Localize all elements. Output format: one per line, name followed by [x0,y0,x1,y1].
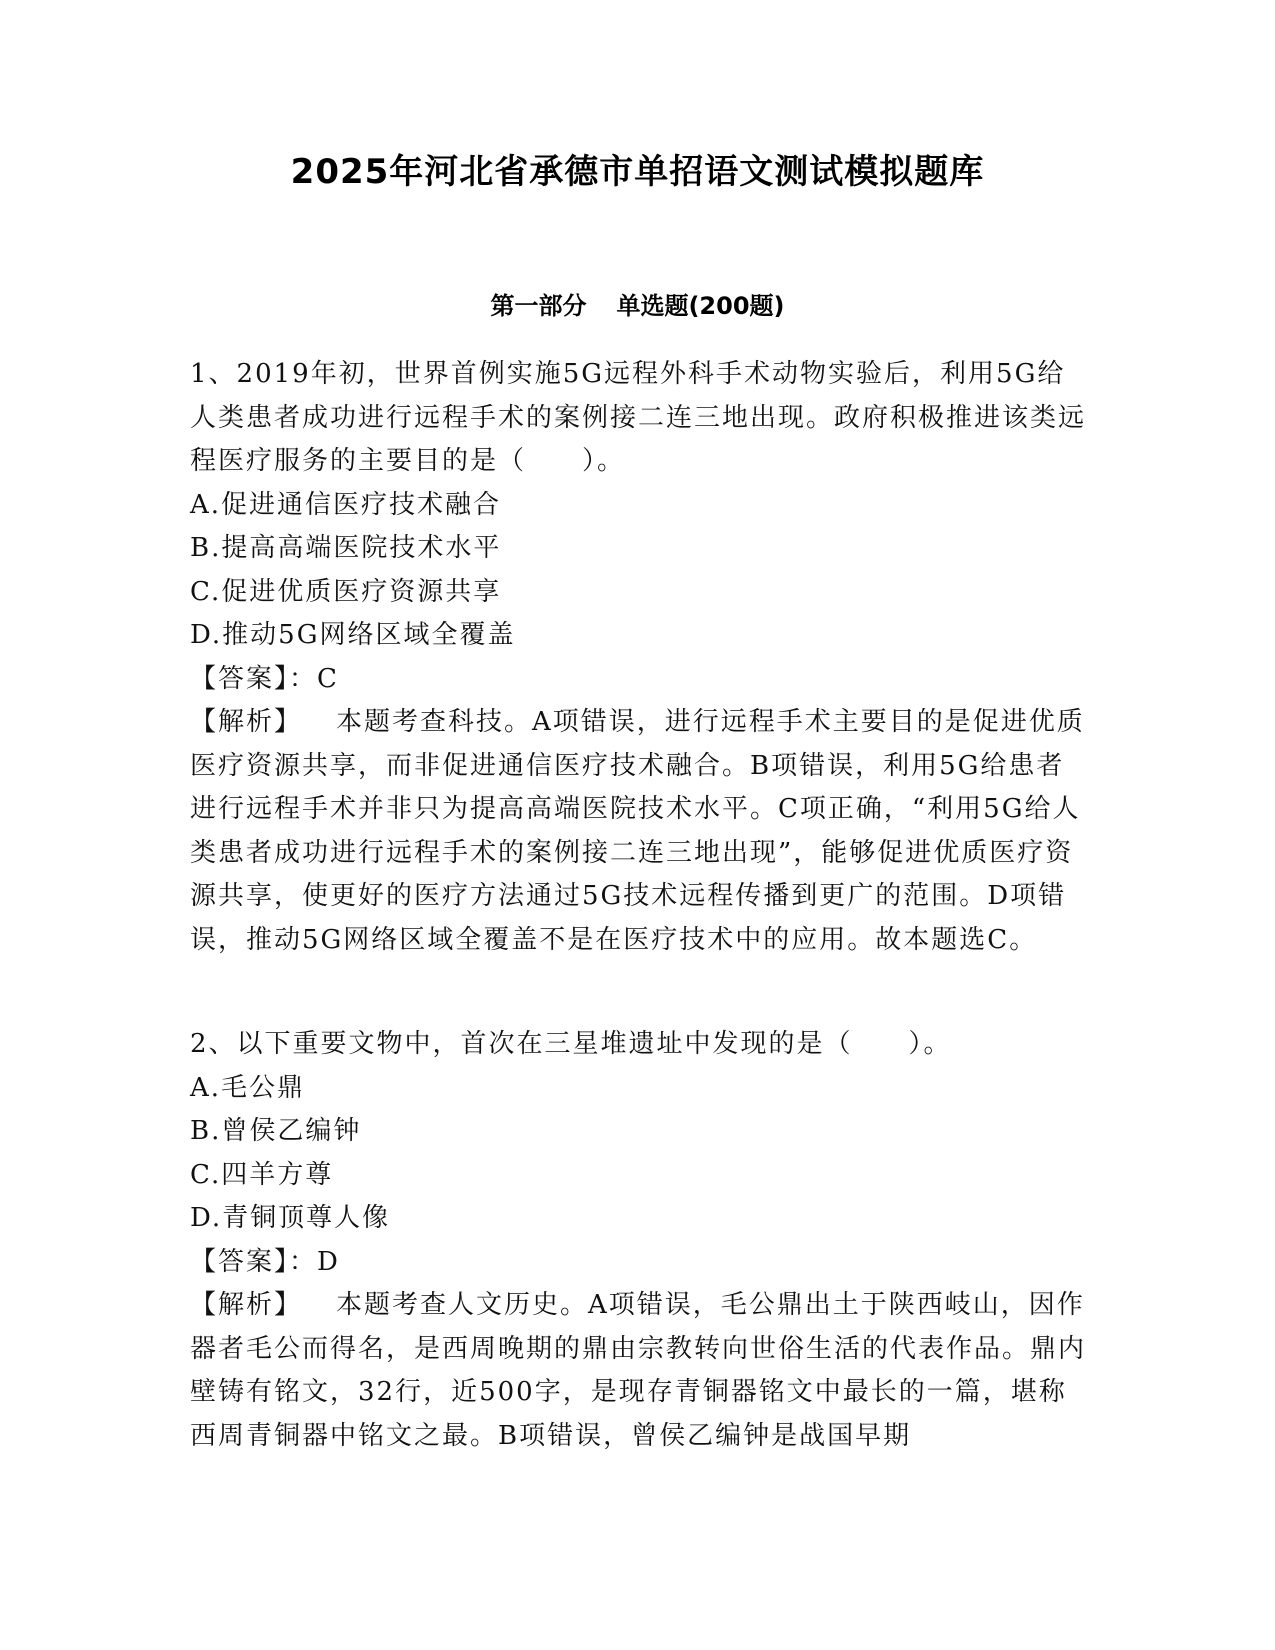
question-block [190,1023,1090,1458]
answer-value: D [317,1246,340,1277]
answer-label: 【答案】： [190,1246,318,1277]
analysis-text [190,1284,1090,1458]
answer-line [190,1241,1090,1285]
answer-label: 【答案】： [190,663,318,694]
analysis-body: 本题考查科技。A项错误，进行远程手术主要目的是促进优质医疗资源共享，而非促进通信医疗技术融合。B项错误，利用5G给患者进行远程手术并非只为提高高端医院技术水平。C项正确，“利用5G给人类患者成功进行远程手术的案例接二连三地出现”，能够促进优质医疗资源共享，使更好的医疗方法通过5G技术远程传播到更广的范围。D项错误，推动5G网络区域全覆盖不是在医疗技术中的应用。故本题选C。 [190,707,1085,955]
option-c: C.促进优质医疗资源共享 [190,576,502,607]
option-b: B.提高高端医院技术水平 [190,533,502,563]
question-block [190,353,1090,962]
question-stem: 2、以下重要文物中，首次在三星堆遗址中发现的是（ ）。 [190,1029,952,1059]
option-c: C.四羊方尊 [190,1159,334,1190]
section-name: 单选题(200题) [616,292,785,320]
document-title: 2025年河北省承德市单招语文测试模拟题库 [290,152,985,192]
option-b: B.曾侯乙编钟 [190,1116,362,1146]
answer-value: C [317,663,339,694]
analysis-body: 本题考查人文历史。A项错误，毛公鼎出土于陕西岐山，因作器者毛公而得名，是西周晚期的鼎由宗教转向世俗生活的代表作品。鼎内壁铸有铭文，32行，近500字，是现存青铜器铭文中最长的一篇，堪称西周青铜器中铭文之最。B项错误，曾侯乙编钟是战国早期 [190,1290,1087,1451]
section-heading [0,290,1275,322]
analysis-label: 【解析】 [190,707,303,737]
option-a: A.毛公鼎 [190,1072,306,1103]
option-d: D.青铜顶尊人像 [190,1203,391,1233]
option-a: A.促进通信医疗技术融合 [190,489,502,520]
analysis-text [190,701,1090,962]
answer-line [190,658,1090,702]
analysis-label: 【解析】 [190,1290,303,1320]
option-d: D.推动5G网络区域全覆盖 [190,620,516,650]
question-stem: 1、2019年初，世界首例实施5G远程外科手术动物实验后，利用5G给人类患者成功进行远程手术的案例接二连三地出现。政府积极推进该类远程医疗服务的主要目的是（ ）。 [190,359,1087,476]
section-part: 第一部分 [490,292,587,320]
